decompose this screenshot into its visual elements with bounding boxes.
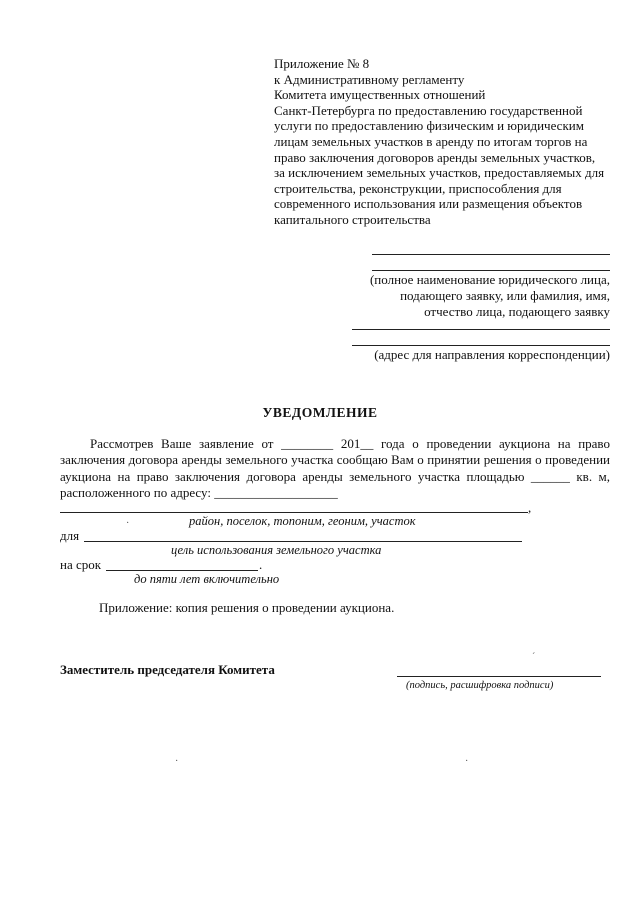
appendix-line: современного использования или размещения объектов — [274, 196, 583, 212]
scan-speck: · — [465, 756, 469, 767]
attachment-note: Приложение: копия решения о проведении аукциона. — [99, 600, 395, 615]
location-caption: район, поселок, топоним, геоним, участок — [189, 514, 416, 528]
term-line[interactable] — [106, 570, 258, 571]
appendix-line: к Административному регламенту — [274, 71, 465, 87]
location-comma: , — [528, 500, 532, 515]
body-line: Рассмотрев Ваше заявление от ________ 201__ года о проведении аукциона на право — [90, 436, 610, 451]
appendix-header — [274, 56, 624, 228]
appendix-line: лицам земельных участков в аренду по итогам торгов на — [274, 133, 588, 149]
term-period: . — [259, 557, 263, 572]
address-line-2[interactable] — [352, 345, 610, 346]
location-line[interactable] — [60, 512, 528, 513]
applicant-name-line-1[interactable] — [372, 254, 610, 255]
body-line: аукциона на право заключения договора аренды земельного участка площадью ______ кв. м, — [60, 468, 610, 484]
address-caption: (адрес для направления корреспонденции) — [374, 347, 610, 362]
scan-speck: · — [126, 518, 130, 529]
appendix-line: за исключением земельных участков, предоставляемых для — [274, 165, 605, 181]
address-line-1[interactable] — [352, 329, 610, 330]
applicant-caption-line: подающего заявку, или фамилия, имя, — [400, 288, 610, 303]
notice-body — [60, 436, 610, 502]
for-label: для — [60, 528, 80, 543]
appendix-line: капитального строительства — [274, 211, 431, 227]
term-caption: до пяти лет включительно — [134, 572, 280, 586]
document-title: УВЕДОМЛЕНИЕ — [262, 405, 378, 420]
applicant-caption — [370, 272, 610, 320]
applicant-caption-line: (полное наименование юридического лица, — [369, 272, 610, 287]
purpose-line[interactable] — [84, 541, 522, 542]
appendix-line: право заключения договоров аренды земельных участков, — [274, 149, 596, 165]
body-line: заключения договора аренды земельного участка сообщаю Вам о принятии решения о проведении — [60, 452, 610, 468]
appendix-line: Приложение № 8 — [274, 56, 370, 71]
purpose-caption: цель использования земельного участка — [171, 543, 382, 557]
applicant-name-line-2[interactable] — [372, 270, 610, 271]
appendix-line: Санкт-Петербурга по предоставлению государственной — [274, 102, 583, 118]
body-line: расположенного по адресу: ___________________ — [60, 485, 338, 501]
term-label: на срок — [60, 557, 102, 572]
signature-caption: (подпись, расшифровка подписи) — [406, 680, 554, 691]
appendix-line: услуги по предоставлению физическим и юридическим — [274, 118, 584, 134]
scan-speck: ˊ — [532, 652, 536, 663]
scan-speck: · — [175, 756, 179, 767]
appendix-line: Комитета имущественных отношений — [274, 87, 486, 103]
signatory-position: Заместитель председателя Комитета — [60, 662, 275, 677]
applicant-caption-line: отчество лица, подающего заявку — [424, 304, 610, 319]
appendix-line: строительства, реконструкции, приспособления для — [274, 180, 562, 196]
signature-line[interactable] — [397, 676, 601, 677]
